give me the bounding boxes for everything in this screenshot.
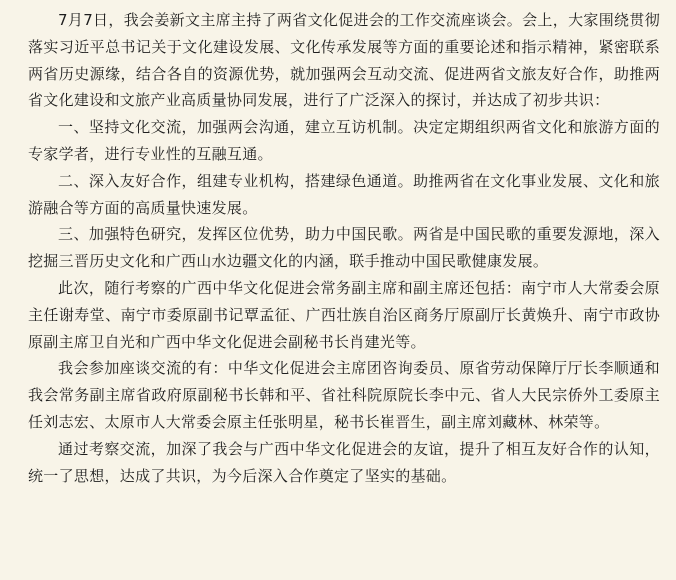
paragraph-consensus-2: 二、深入友好合作，组建专业机构，搭建绿色通道。助推两省在文化事业发展、文化和旅游融合等方面的高质量快速发展。 [28, 171, 660, 217]
paragraph-consensus-3: 三、加强特色研究，发挥区位优势，助力中国民歌。两省是中国民歌的重要发源地，深入挖掘三晋历史文化和广西山水边疆文化的内涵，联手推动中国民歌健康发展。 [28, 225, 660, 271]
paragraph-meeting-intro: 7月7日，我会姜新文主席主持了两省文化促进会的工作交流座谈会。会上，大家围绕贯彻落实习近平总书记关于文化建设发展、文化传承发展等方面的重要论述和指示精神，紧密联系两省历史源缘，结合各自的资源优势，就加强两会互动交流、促进两省文旅友好合作，助推两省文化建设和文旅产业高质量协同发展，进行了广泛深入的探讨，并达成了初步共识： [28, 11, 660, 110]
paragraph-guangxi-delegation: 此次，随行考察的广西中华文化促进会常务副主席和副主席还包括：南宁市人大常委会原主任谢寿堂、南宁市委原副书记覃孟征、广西壮族自治区商务厅原副厅长黄焕升、南宁市政协原副主席卫自光和广西中华文化促进会副秘书长肖建光等。 [28, 278, 660, 351]
paragraph-shanxi-participants: 我会参加座谈交流的有：中华文化促进会主席团咨询委员、原省劳动保障厅厅长李顺通和我会常务副主席省政府原副秘书长韩和平、省社科院原院长李中元、省人大民宗侨外工委原主任刘志宏、太原市人大常委会原主任张明星，秘书长崔晋生，副主席刘藏林、林荣等。 [28, 359, 660, 431]
paragraph-conclusion: 通过考察交流，加深了我会与广西中华文化促进会的友谊，提升了相互友好合作的认知，统一了思想，达成了共识，为今后深入合作奠定了坚实的基础。 [28, 439, 660, 485]
paragraph-consensus-1: 一、坚持文化交流，加强两会沟通，建立互访机制。决定定期组织两省文化和旅游方面的专家学者，进行专业性的互融互通。 [28, 118, 660, 163]
